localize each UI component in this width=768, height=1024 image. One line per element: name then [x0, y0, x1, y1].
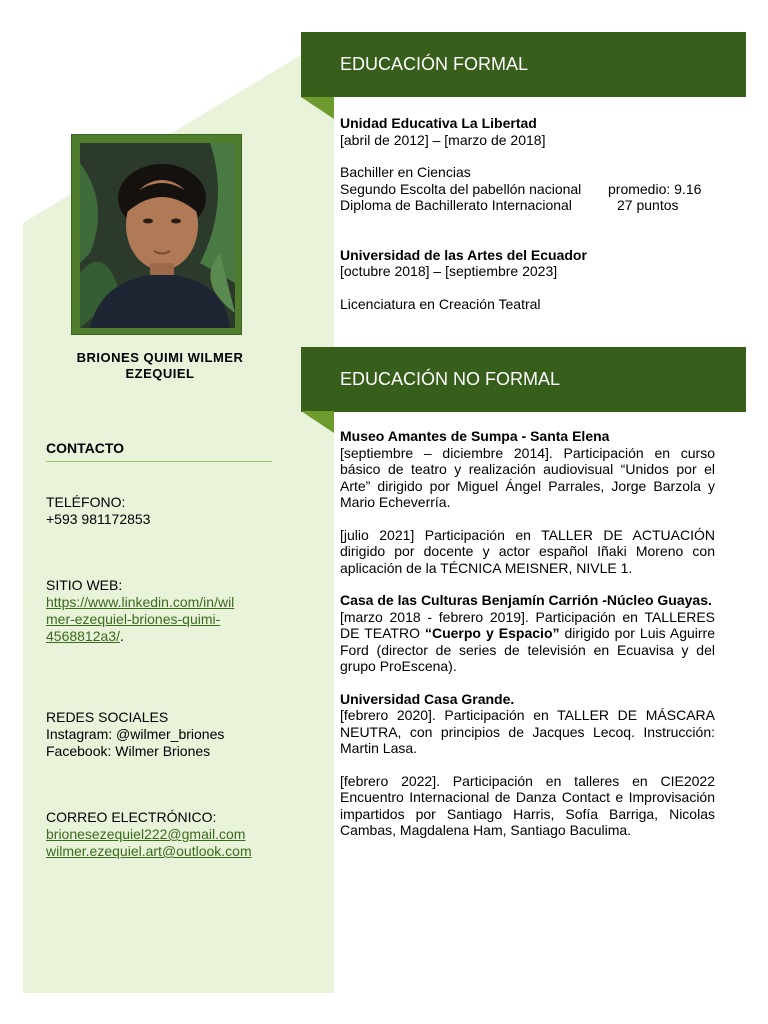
website-link-period: .: [119, 628, 124, 644]
email-link-2[interactable]: wilmer.ezequiel.art@outlook.com: [46, 843, 252, 859]
banner-fold-icon: [301, 411, 334, 433]
org-2-text-a: [marzo 2018 - febrero 2019]. Participación en TALLERES DE TEATRO: [340, 608, 715, 641]
formal-education-section: [340, 115, 715, 312]
org-2-text-c: dirigido por Luis Aguirre Ford (director de series de televisión en Ecuavisa y del grupo ProEscena).: [340, 625, 715, 674]
school-2-degree: Licenciatura en Creación Teatral: [340, 295, 541, 312]
email-link-1[interactable]: brionesezequiel222@gmail.com: [46, 826, 246, 842]
school-1-ib-diploma: Diploma de Bachillerato Internacional: [340, 197, 572, 213]
email-label: CORREO ELECTRÓNICO:: [46, 809, 217, 825]
school-1-average: promedio: 9.16: [608, 180, 702, 197]
banner-fold-icon: [301, 97, 334, 119]
facebook-handle: Facebook: Wilmer Briones: [46, 743, 211, 759]
phone-number: +593 981172853: [46, 511, 151, 527]
school-1-ib-points: 27 puntos: [617, 197, 679, 213]
website-link[interactable]: [46, 594, 234, 645]
profile-photo: [71, 134, 242, 335]
contact-divider: [46, 461, 272, 462]
org-1-paragraph-1: [septiembre – diciembre 2014]. Participación en curso básico de teatro y realización audiovisual “Unidos por el Arte” dirigido por Miguel Ángel Parrales, Jorge Barzola y Mario Echeverría.: [340, 444, 715, 510]
school-1-name: Unidad Educativa La Libertad: [340, 115, 537, 131]
website-label: SITIO WEB:: [46, 577, 123, 593]
portrait-image: [80, 143, 235, 328]
org-3-paragraph-1: [febrero 2020]. Participación en TALLER DE MÁSCARA NEUTRA, con principios de Jacques Lecoq. Instrucción: Martin Lasa.: [340, 707, 715, 756]
formal-education-heading: EDUCACIÓN FORMAL: [340, 54, 529, 74]
website-link-line1[interactable]: https://www.linkedin.com/in/wil: [46, 594, 235, 610]
school-1-honor: Segundo Escolta del pabellón nacional: [340, 180, 582, 197]
nonformal-education-banner: [301, 347, 746, 412]
school-2-name: Universidad de las Artes del Ecuador: [340, 246, 587, 263]
school-2-dates: [octubre 2018] – [septiembre 2023]: [340, 263, 558, 279]
org-3-paragraph-2: [febrero 2022]. Participación en talleres en CIE2022 Encuentro Internacional de Danza Contact e Improvisación impartidos por Santiago Harris, Sofía Barriga, Nicolas Cambas, Magdalena Ham, Santiago Baculima.: [340, 772, 715, 838]
org-2-workshop-title: “Cuerpo y Espacio”: [424, 625, 560, 641]
org-1-paragraph-2: [julio 2021] Participación en TALLER DE ACTUACIÓN dirigido por docente y actor español Iñaki Moreno con aplicación de la TÉCNICA MEISNER, NIVLE 1.: [340, 526, 715, 576]
social-label: REDES SOCIALES: [46, 709, 169, 725]
website-link-line3[interactable]: 4568812a3/: [46, 628, 120, 644]
phone-label: TELÉFONO:: [46, 494, 126, 510]
instagram-handle: Instagram: @wilmer_briones: [46, 726, 225, 742]
nonformal-education-heading: EDUCACIÓN NO FORMAL: [340, 369, 561, 389]
contact-heading: CONTACTO: [46, 440, 125, 456]
person-name-line1: BRIONES QUIMI WILMER: [76, 350, 244, 365]
formal-education-banner: [301, 32, 746, 97]
school-1-degree: Bachiller en Ciencias: [340, 164, 471, 180]
org-2-paragraph-1: [340, 609, 715, 675]
website-link-line2[interactable]: mer-ezequiel-briones-quimi-: [46, 611, 221, 627]
org-3-name: Universidad Casa Grande.: [340, 690, 515, 707]
org-2-name: Casa de las Culturas Benjamín Carrión -Núcleo Guayas.: [340, 592, 712, 608]
nonformal-education-section: [340, 428, 715, 839]
org-1-name: Museo Amantes de Sumpa - Santa Elena: [340, 428, 610, 444]
person-name-line2: EZEQUIEL: [125, 366, 195, 381]
school-1-dates: [abril de 2012] – [marzo de 2018]: [340, 131, 546, 148]
person-name: [60, 350, 260, 382]
